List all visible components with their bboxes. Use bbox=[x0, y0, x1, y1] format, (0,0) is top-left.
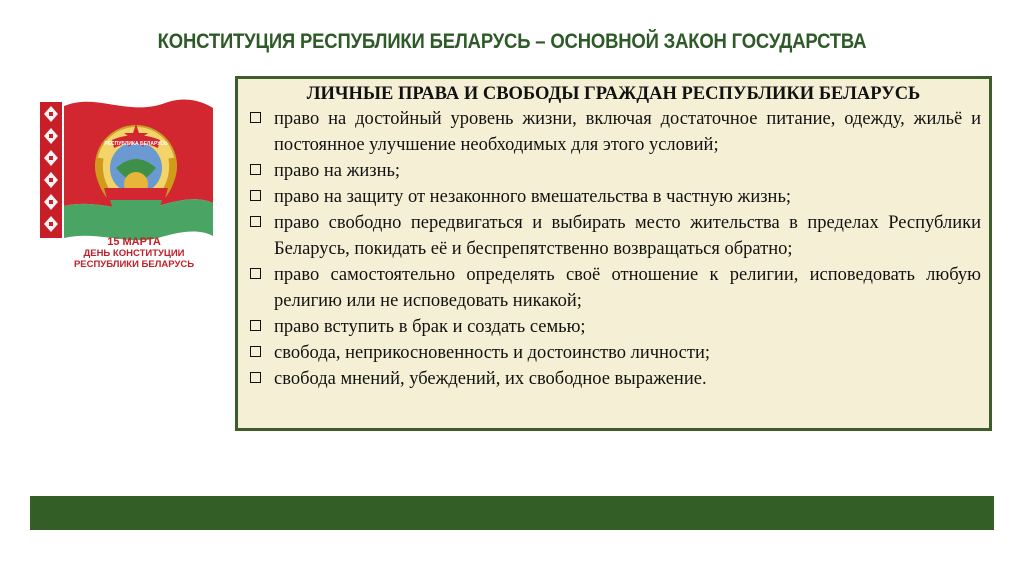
checkbox-bullet-icon bbox=[250, 268, 261, 279]
checkbox-bullet-icon bbox=[250, 190, 261, 201]
rights-list bbox=[238, 106, 989, 392]
list-item: право самостоятельно определять своё отношение к религии, исповедовать любую религию или не исповедовать никакой; bbox=[246, 262, 981, 314]
list-item: право на защиту от незаконного вмешательства в частную жизнь; bbox=[246, 184, 981, 210]
list-item: право на достойный уровень жизни, включая достаточное питание, одежду, жильё и постоянное улучшение необходимых для этого условий; bbox=[246, 106, 981, 158]
rights-box bbox=[235, 76, 992, 431]
checkbox-bullet-icon bbox=[250, 320, 261, 331]
list-item: свобода мнений, убеждений, их свободное выражение. bbox=[246, 366, 981, 392]
checkbox-bullet-icon bbox=[250, 112, 261, 123]
caption-day: ДЕНЬ КОНСТИТУЦИИ bbox=[83, 248, 185, 259]
list-item: свобода, неприкосновенность и достоинство личности; bbox=[246, 340, 981, 366]
rights-heading: ЛИЧНЫЕ ПРАВА И СВОБОДЫ ГРАЖДАН РЕСПУБЛИКИ БЕЛАРУСЬ bbox=[306, 84, 921, 104]
list-item: право свободно передвигаться и выбирать место жительства в пределах Республики Беларусь, покидать её и беспрепятственно возвращаться обратно; bbox=[246, 210, 981, 262]
constitution-day-caption bbox=[54, 237, 214, 270]
emblem-ribbon-text: РЕСПУБЛИКА БЕЛАРУСЬ bbox=[104, 141, 168, 147]
slide-title: КОНСТИТУЦИЯ РЕСПУБЛИКИ БЕЛАРУСЬ – ОСНОВНОЙ ЗАКОН ГОСУДАРСТВА bbox=[157, 30, 867, 53]
footer-bar bbox=[30, 496, 994, 530]
checkbox-bullet-icon bbox=[250, 346, 261, 357]
caption-date: 15 МАРТА bbox=[107, 236, 161, 248]
checkbox-bullet-icon bbox=[250, 164, 261, 175]
caption-republic: РЕСПУБЛИКИ БЕЛАРУСЬ bbox=[73, 259, 195, 270]
list-item: право на жизнь; bbox=[246, 158, 981, 184]
checkbox-bullet-icon bbox=[250, 216, 261, 227]
checkbox-bullet-icon bbox=[250, 372, 261, 383]
list-item: право вступить в брак и создать семью; bbox=[246, 314, 981, 340]
